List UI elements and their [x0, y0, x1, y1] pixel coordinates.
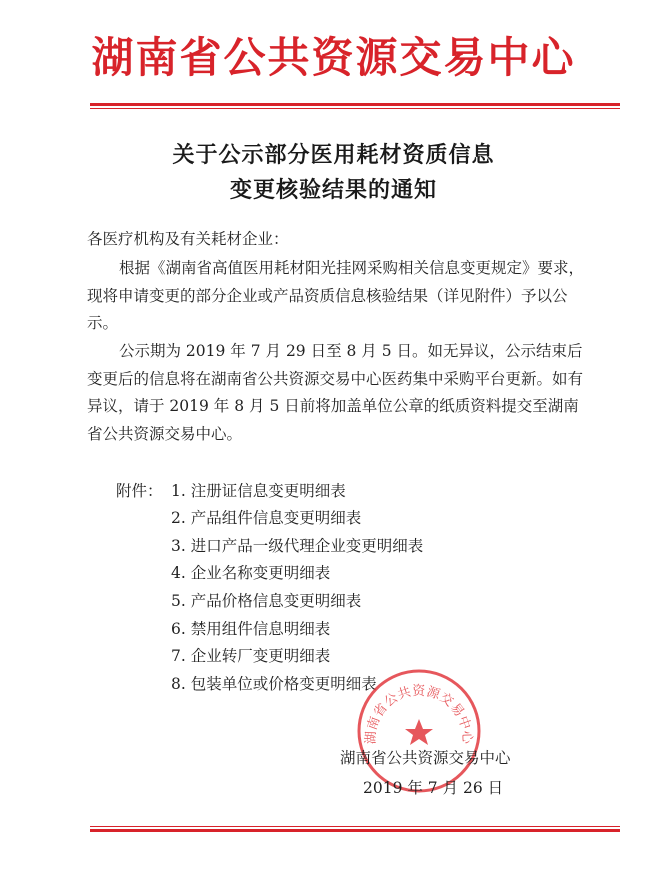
- footer-rule-thick: [90, 829, 620, 832]
- notice-title-line2: 变更核验结果的通知: [229, 177, 437, 203]
- attachment-item: 5. 产品价格信息变更明细表: [171, 592, 362, 610]
- body-paragraph-1: 根据《湖南省高值医用耗材阳光挂网采购相关信息变更规定》要求，现将申请变更的部分企业或产品资质信息核验结果（详见附件）予以公示。: [87, 259, 585, 332]
- org-header-title: 湖南省公共资源交易中心: [91, 33, 576, 82]
- notice-title-line1: 关于公示部分医用耗材资质信息: [172, 142, 495, 168]
- attachment-item: 1. 注册证信息变更明细表: [171, 482, 346, 500]
- attachment-item: 3. 进口产品一级代理企业变更明细表: [171, 537, 424, 555]
- attachment-item: 4. 企业名称变更明细表: [171, 564, 331, 582]
- attachments-label: 附件：: [116, 482, 163, 500]
- footer-rule-thin: [90, 826, 620, 827]
- attachment-item: 7. 企业转厂变更明细表: [171, 647, 331, 665]
- attachment-item: 8. 包装单位或价格变更明细表: [171, 675, 377, 693]
- issuer-signature: 湖南省公共资源交易中心: [340, 749, 511, 767]
- header-rule-thin: [90, 108, 620, 109]
- seal-text: 湖南省公共资源交易中心: [363, 684, 475, 745]
- salutation: 各医疗机构及有关耗材企业：: [87, 230, 289, 248]
- attachment-item: 6. 禁用组件信息明细表: [171, 620, 331, 638]
- issue-date: 2019 年 7 月 26 日: [363, 779, 504, 797]
- attachment-item: 2. 产品组件信息变更明细表: [171, 509, 362, 527]
- body-paragraph-2: 公示期为 2019 年 7 月 29 日至 8 月 5 日。如无异议，公示结束后变更后的信息将在湖南省公共资源交易中心医药集中采购平台更新。如有异议，请于 2019 年 8 月 5 日前将加盖单位公章的纸质资料提交至湖南省公共资源交易中心。: [87, 342, 584, 443]
- header-rule-thick: [90, 103, 620, 106]
- star-icon: [405, 719, 433, 745]
